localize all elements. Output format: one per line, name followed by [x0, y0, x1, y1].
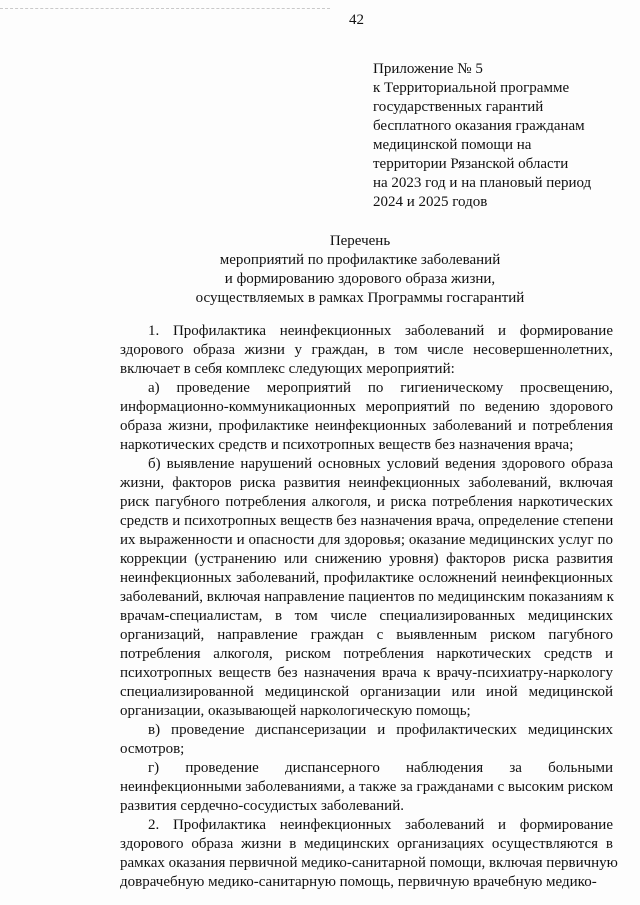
document-body: [120, 322, 618, 892]
paragraph-line: рамках оказания первичной медико-санитарной помощи, включая первичную: [120, 855, 618, 871]
appendix-line: к Территориальной программе: [373, 80, 570, 96]
paragraph-line: врачам-специалистам, в том числе специализированных медицинских: [120, 608, 613, 624]
paragraph-line: доврачебную медико-санитарную помощь, первичную врачебную медико-: [120, 874, 597, 890]
paragraph-line: образа жизни, профилактике неинфекционных заболеваний и потребления: [120, 418, 613, 434]
paragraph-line: организации, оказывающей наркологическую помощь;: [120, 703, 471, 719]
paragraph: [120, 759, 613, 816]
paragraph-line: здорового образа жизни в медицинских организациях осуществляются в: [120, 836, 613, 852]
paragraph-line: заболеваний, включая направление пациентов по медицинским показаниям к: [120, 589, 614, 605]
paragraph: [120, 721, 613, 759]
paragraph-line: информационно-коммуникационных мероприятий по ведению здорового: [120, 399, 613, 415]
paragraph-line: наркотических средств и психотропных веществ без назначения врача;: [120, 437, 574, 453]
scan-edge-line: [0, 8, 330, 9]
appendix-block: [373, 60, 591, 212]
paragraph-line: психотропных веществ без назначения врача к врачу-психиатру-наркологу: [120, 665, 613, 681]
paragraph-line: жизни, факторов риска развития неинфекционных заболеваний, включая: [120, 475, 613, 491]
paragraph-line: коррекции (устранению или снижению уровня) факторов риска развития: [120, 551, 613, 567]
heading-line: мероприятий по профилактике заболеваний: [219, 252, 501, 268]
paragraph-line: 2. Профилактика неинфекционных заболеваний и формирование: [148, 817, 613, 833]
paragraph-line: потребления алкоголя, риском потребления наркотических средств и: [120, 646, 613, 662]
paragraph-line: организаций, направление граждан с выявленным риском пагубного: [120, 627, 613, 643]
appendix-line: Приложение № 5: [373, 61, 483, 77]
appendix-line: медицинской помощи на: [373, 137, 532, 153]
paragraph: [120, 322, 613, 379]
paragraph-line: неинфекционных заболеваний, профилактике осложнений неинфекционных: [120, 570, 613, 586]
paragraph-line: включает в себя комплекс следующих мероприятий:: [120, 361, 455, 377]
paragraph-line: здорового образа жизни у граждан, в том числе несовершеннолетних,: [120, 342, 613, 358]
document-heading: [100, 232, 620, 308]
paragraph-line: средств и психотропных веществ без назначения врача, определение степени: [120, 513, 614, 529]
paragraph: [120, 455, 613, 721]
paragraph-line: 1. Профилактика неинфекционных заболеваний и формирование: [148, 323, 613, 339]
paragraph-line: а) проведение мероприятий по гигиеническому просвещению,: [148, 380, 613, 396]
paragraph-line: их выраженности и опасности для здоровья; оказание медицинских услуг по: [120, 532, 613, 548]
paragraph-line: б) выявление нарушений основных условий ведения здорового образа: [148, 456, 613, 472]
paragraph: [120, 379, 613, 455]
appendix-line: бесплатного оказания гражданам: [373, 118, 585, 134]
heading-line: Перечень: [329, 233, 391, 249]
page-number: 42: [349, 12, 364, 28]
paragraph-line: развития сердечно-сосудистых заболеваний.: [120, 798, 404, 814]
paragraph-line: в) проведение диспансеризации и профилактических медицинских: [148, 722, 613, 738]
paragraph-line: осмотров;: [120, 741, 185, 757]
appendix-line: 2024 и 2025 годов: [373, 194, 488, 210]
paragraph-line: специализированной медицинской организации или иной медицинской: [120, 684, 613, 700]
appendix-line: на 2023 год и на плановый период: [373, 175, 592, 191]
appendix-line: территории Рязанской области: [373, 156, 569, 172]
heading-line: осуществляемых в рамках Программы госгарантий: [195, 290, 525, 306]
heading-line: и формированию здорового образа жизни,: [224, 271, 496, 287]
paragraph-line: риск пагубного потребления алкоголя, и риска потребления наркотических: [120, 494, 613, 510]
paragraph-line: неинфекционными заболеваниями, а также за гражданами с высоким риском: [120, 779, 614, 795]
paragraph: [120, 816, 618, 892]
appendix-line: государственных гарантий: [373, 99, 544, 115]
paragraph-line: г) проведение диспансерного наблюдения за больными: [148, 760, 613, 776]
